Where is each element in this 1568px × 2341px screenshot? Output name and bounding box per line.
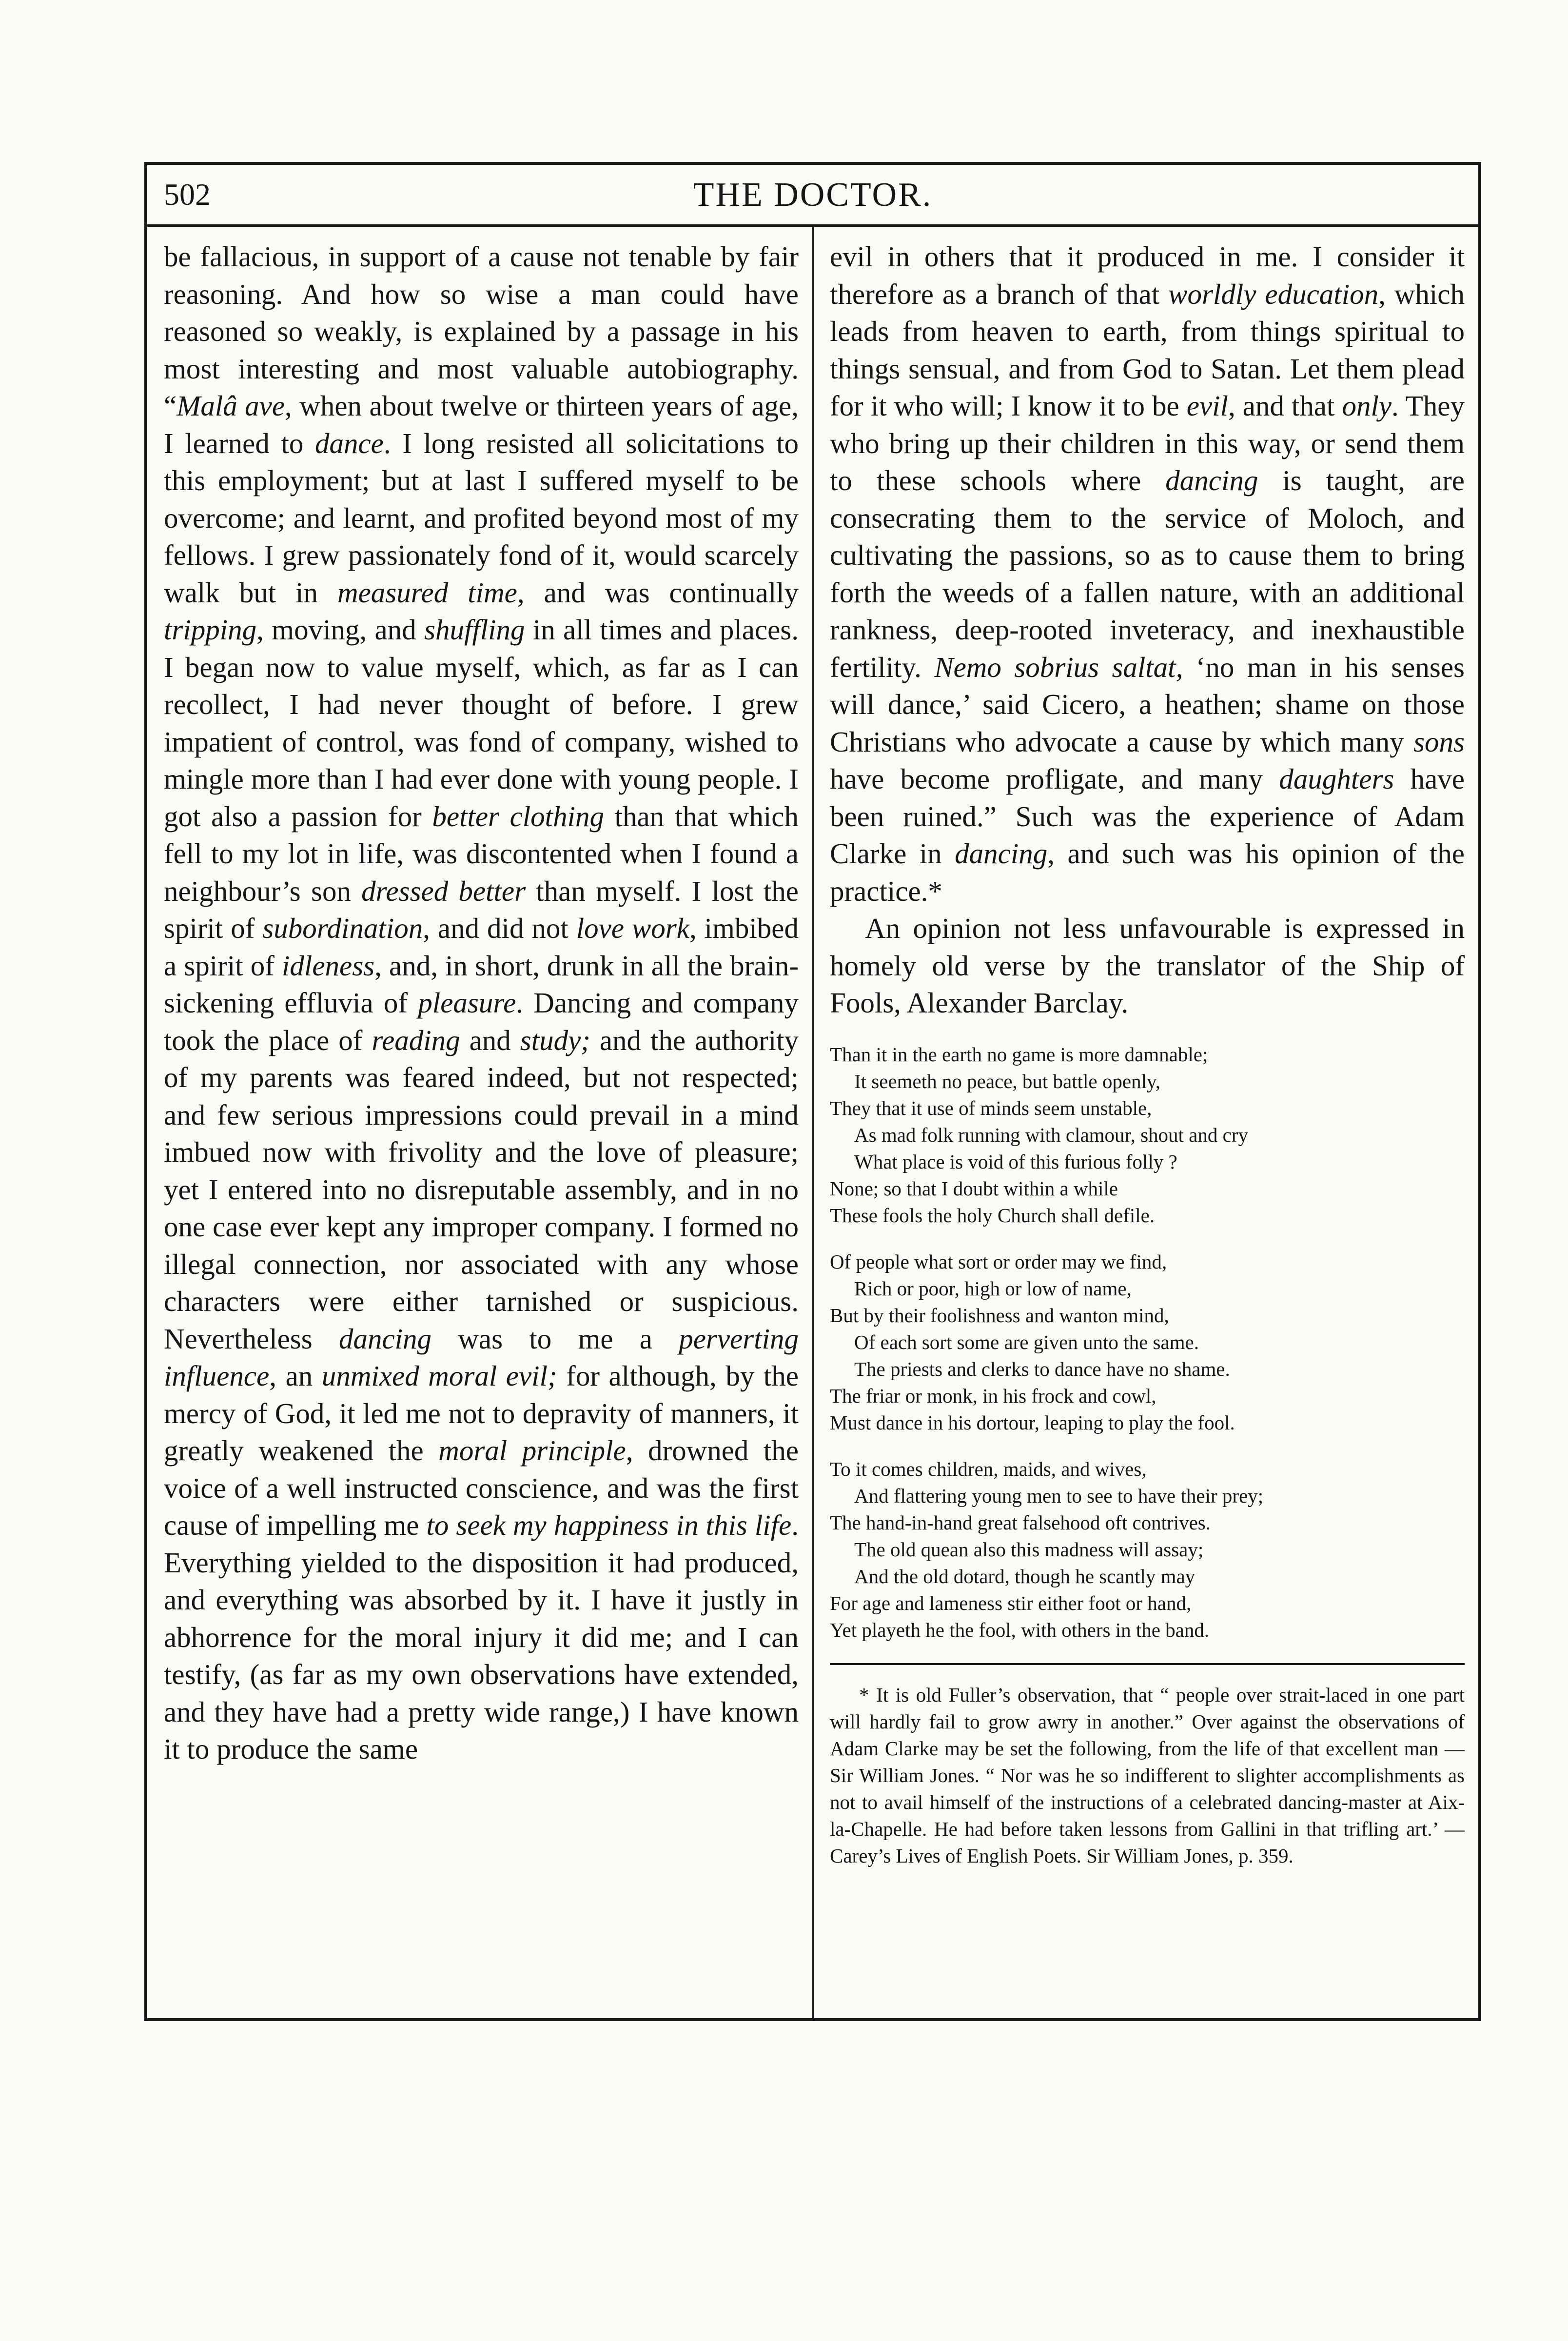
right-column <box>830 238 1465 1869</box>
verse-line: And the old dotard, though he scantly may <box>854 1565 1196 1587</box>
verse-line: But by their foolishness and wanton mind, <box>830 1304 1169 1327</box>
left-column-paragraph: be fallacious, in support of a cause not tenable by fair reasoning. And how so wise a man could have reasoned so weakly, is explained by a passage in his most interesting and most valuable autobiography. “Malâ ave, when about twelve or thirteen years of age, I learned to dance. I long resisted all solicitations to this employment; but at last I suffered myself to be overcome; and learnt, and profited beyond most of my fellows. I grew passionately fond of it, would scarcely walk but in measured time, and was continually tripping, moving, and shuffling in all times and places. I began now to value myself, which, as far as I can recollect, I had never thought of before. I grew impatient of control, was fond of company, wished to mingle more than I had ever done with young people. I got also a passion for better clothing than that which fell to my lot in life, was discontented when I found a neighbour’s son dressed better than myself. I lost the spirit of subordination, and did not love work, imbibed a spirit of idleness, and, in short, drunk in all the brain-sickening effluvia of pleasure. Dancing and company took the place of reading and study; and the authority of my parents was feared indeed, but not respected; and few serious impressions could prevail in a mind imbued now with frivolity and the love of pleasure; yet I entered into no disreputable assembly, and in no one case ever kept any improper company. I formed no illegal connection, nor associated with any whose characters were either tarnished or suspicious. Nevertheless dancing was to me a perverting influence, an unmixed moral evil; for although, by the mercy of God, it led me not to depravity of manners, it greatly weakened the moral principle, drowned the voice of a well instructed conscience, and was the first cause of impelling me to seek my happiness in this life. Everything yielded to the disposition it had produced, and everything was absorbed by it. I have it justly in abhorrence for the moral injury it did me; and I can testify, (as far as my own observations have extended, and they have had a pretty wide range,) I have known it to produce the same <box>164 240 799 1765</box>
page-number: 502 <box>164 177 211 212</box>
verse-line: The old quean also this madness will assay; <box>854 1538 1204 1561</box>
left-column <box>164 238 799 1768</box>
verse-line: For age and lameness stir either foot or hand, <box>830 1591 1192 1614</box>
right-column-paragraph-2: An opinion not less unfavourable is expressed in homely old verse by the translator of the Ship of Fools, Alexander Barclay. <box>830 912 1465 1019</box>
right-column-paragraph: evil in others that it produced in me. I consider it therefore as a branch of that worldly education, which leads from heaven to earth, from things spiritual to things sensual, and from God to Satan. Let them plead for it who will; I know it to be evil, and that only. They who bring up their children in this way, or send them to these schools where dancing is taught, are consecrating them to the service of Moloch, and cultivating the passions, so as to cause them to bring forth the weeds of a fallen nature, with an additional rankness, deep-rooted inveteracy, and inexhaustible fertility. Nemo sobrius saltat, ‘no man in his senses will dance,’ said Cicero, a heathen; shame on those Christians who advocate a cause by which many sons have become profligate, and many daughters have been ruined.” Such was the experience of Adam Clarke in dancing, and such was his opinion of the practice.* <box>830 240 1465 907</box>
column-divider <box>812 224 814 2018</box>
verse-line: The friar or monk, in his frock and cowl, <box>830 1384 1156 1407</box>
verse-line: Must dance in his dortour, leaping to play the fool. <box>830 1411 1235 1434</box>
verse-line: None; so that I doubt within a while <box>830 1177 1118 1200</box>
footnote: * It is old Fuller’s observation, that “ people over strait-laced in one part will hardly fail to grow awry in another.” Over against the observations of Adam Clarke may be set the following, from the life of that excellent man — Sir William Jones. “ Nor was he so indifferent to slighter accomplishments as not to avail himself of the instructions of a celebrated dancing-master at Aix-la-Chapelle. He had before taken lessons from Gallini in that trifling art.’ — Carey’s Lives of English Poets. Sir William Jones, p. 359. <box>830 1683 1465 1867</box>
verse-line: What place is void of this furious folly ? <box>854 1150 1177 1173</box>
verse-line: Than it in the earth no game is more damnable; <box>830 1043 1208 1066</box>
verse-line: They that it use of minds seem unstable, <box>830 1096 1152 1119</box>
verse-stanza <box>830 1041 1465 1229</box>
footnote-rule <box>830 1663 1465 1665</box>
verse-line: The priests and clerks to dance have no shame. <box>854 1357 1230 1380</box>
verse-line: Of people what sort or order may we find, <box>830 1250 1167 1273</box>
verse-line: Yet playeth he the fool, with others in the band. <box>830 1618 1210 1641</box>
running-head: THE DOCTOR. <box>693 176 933 214</box>
verse-line: It seemeth no peace, but battle openly, <box>854 1070 1161 1092</box>
verse-line: As mad folk running with clamour, shout and cry <box>854 1123 1248 1146</box>
verse-line: To it comes children, maids, and wives, <box>830 1457 1147 1480</box>
page-header <box>147 165 1478 227</box>
verse-line: And flattering young men to see to have their prey; <box>854 1484 1264 1507</box>
verse-line: Of each sort some are given unto the same. <box>854 1330 1199 1353</box>
verse-line: Rich or poor, high or low of name, <box>854 1277 1132 1300</box>
verse-line: The hand-in-hand great falsehood oft contrives. <box>830 1511 1211 1534</box>
verse-stanza <box>830 1249 1465 1436</box>
verse-line: These fools the holy Church shall defile. <box>830 1204 1155 1227</box>
page-frame <box>144 162 1481 2021</box>
verse-quotation <box>830 1041 1465 1644</box>
verse-stanza <box>830 1456 1465 1644</box>
